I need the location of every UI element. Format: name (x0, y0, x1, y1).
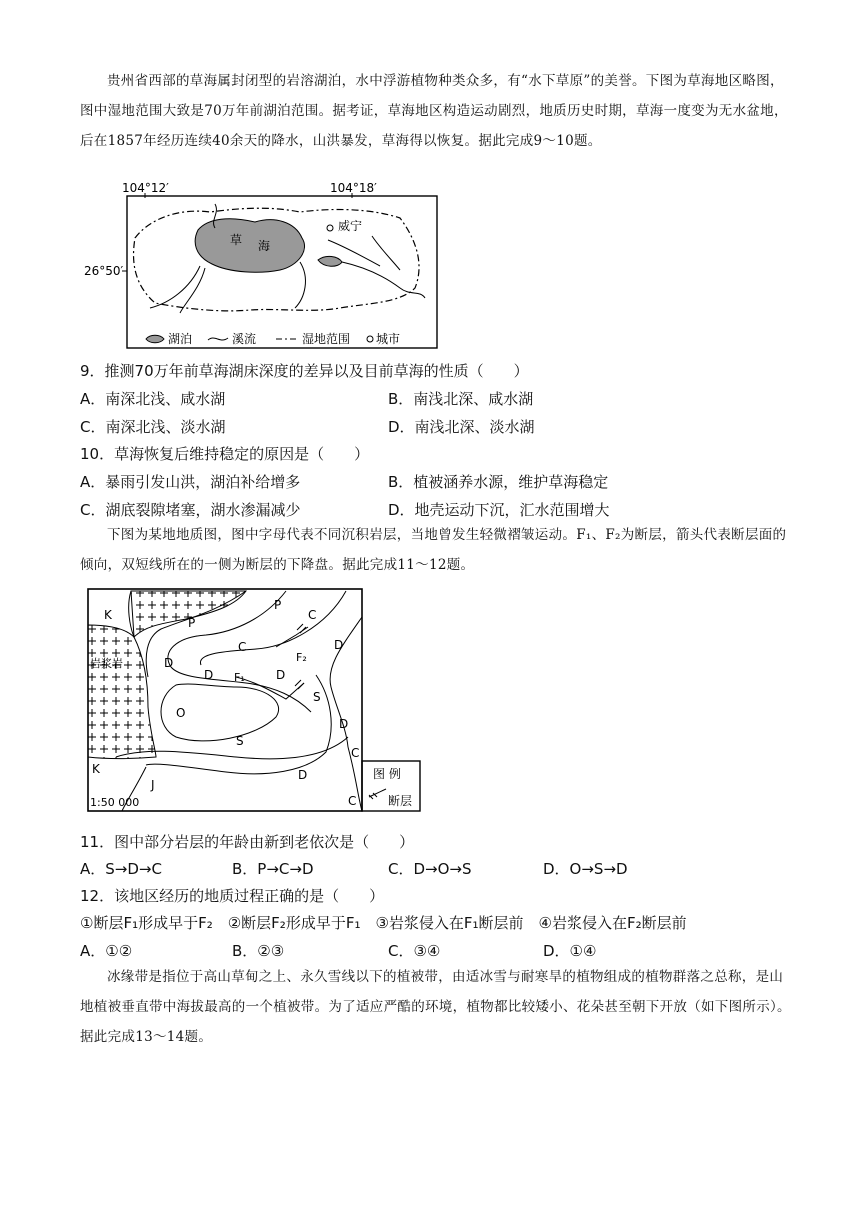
lake-caohai (195, 219, 304, 273)
lake-label-2: 海 (258, 239, 271, 253)
fault-f1-label: F₁ (234, 671, 245, 684)
legend-fault-label: 断层 (388, 794, 413, 808)
caohai-map (80, 178, 450, 353)
layer-label-p2: P (188, 616, 196, 630)
q11-option-c[interactable]: C．D→O→S (388, 860, 472, 878)
layer-label-k2: K (92, 762, 100, 776)
layer-label-c4: C (348, 794, 357, 808)
layer-label-d6: D (298, 768, 308, 782)
q10-stem: 10．草海恢复后维持稳定的原因是（ ） (80, 445, 370, 463)
q12-option-b[interactable]: B．②③ (232, 942, 285, 960)
lat-label: 26°50′ (84, 264, 124, 278)
q10-option-b[interactable]: B．植被涵养水源，维护草海稳定 (388, 473, 609, 491)
q9-option-b[interactable]: B．南浅北深、咸水湖 (388, 390, 534, 408)
q11-option-d[interactable]: D．O→S→D (543, 860, 628, 878)
layer-label-s1: S (313, 690, 321, 704)
layer-label-d2: D (164, 656, 174, 670)
city-weining-marker (327, 225, 333, 231)
legend-city-symbol (367, 336, 373, 342)
magma-label: 岩浆岩 (90, 657, 123, 670)
city-weining-label: 威宁 (338, 219, 363, 233)
intro-paragraph-1: 贵州省西部的草海属封闭型的岩溶湖泊，水中浮游植物种类众多，有“水下草原”的美誉。下图为草海地区略图，图中湿地范围大致是70万年前湖泊范围。据考证，草海地区构造运动剧烈，地质历史时期，草海一度变为无水盆地，后在1857年经历连续40余天的降水，山洪暴发，草海得以恢复。据此完成9～10题。 (80, 73, 788, 149)
q11-stem: 11．图中部分岩层的年龄由新到老依次是（ ） (80, 833, 415, 851)
layer-label-c3: C (351, 746, 360, 760)
lon-right-label: 104°18′ (330, 181, 377, 195)
fault-f2-label: F₂ (296, 651, 307, 664)
layer-label-d5: D (339, 717, 349, 731)
q12-option-d[interactable]: D．①④ (543, 942, 597, 960)
layer-label-c1: C (308, 608, 317, 622)
legend-wetland: 湿地范围 (302, 332, 351, 346)
lake-small (318, 256, 342, 266)
q9-option-a[interactable]: A．南深北浅、咸水湖 (80, 390, 226, 408)
legend-title: 图 例 (373, 767, 401, 781)
layer-label-c2: C (238, 640, 247, 654)
layer-label-d4: D (204, 668, 214, 682)
layer-label-s2: S (236, 734, 244, 748)
legend-lake-symbol (146, 335, 164, 343)
q10-option-c[interactable]: C．湖底裂隙堵塞，湖水渗漏减少 (80, 501, 301, 519)
legend-fault-symbol (369, 789, 386, 799)
q10-option-d[interactable]: D．地壳运动下沉，汇水范围增大 (388, 501, 610, 519)
intro-paragraph-3: 冰缘带是指位于高山草甸之上、永久雪线以下的植被带，由适冰雪与耐寒旱的植物组成的植物群落之总称，是山地植被垂直带中海拔最高的一个植被带。为了适应严酷的环境，植物都比较矮小、花朵甚至朝下开放（如下图所示）。据此完成13～14题。 (80, 969, 791, 1045)
q12-option-c[interactable]: C．③④ (388, 942, 441, 960)
layer-label-o: O (176, 706, 186, 720)
layer-label-j: J (151, 778, 155, 792)
q12-option-a[interactable]: A．①② (80, 942, 133, 960)
q11-option-a[interactable]: A．S→D→C (80, 860, 162, 878)
q9-option-c[interactable]: C．南深北浅、淡水湖 (80, 418, 226, 436)
legend-stream: 溪流 (232, 332, 257, 346)
lake-label-1: 草 (230, 233, 243, 247)
lon-left-label: 104°12′ (122, 181, 169, 195)
q12-statements: ①断层F₁形成早于F₂ ②断层F₂形成早于F₁ ③岩浆侵入在F₁断层前 ④岩浆侵入在F₂断层前 (80, 914, 687, 932)
layer-label-p1: P (274, 598, 282, 612)
legend-stream-symbol (208, 338, 228, 340)
intro-paragraph-2: 下图为某地地质图，图中字母代表不同沉积岩层，当地曾发生轻微褶皱运动。F₁、F₂为断层，箭头代表断层面的倾向，双短线所在的一侧为断层的下降盘。据此完成11～12题。 (80, 527, 787, 573)
legend-city: 城市 (376, 332, 401, 346)
q9-stem: 9．推测70万年前草海湖床深度的差异以及目前草海的性质（ ） (80, 362, 529, 380)
geology-map (86, 587, 426, 813)
layer-label-d1: D (334, 638, 344, 652)
legend-lake: 湖泊 (168, 332, 193, 346)
q9-option-d[interactable]: D．南浅北深、淡水湖 (388, 418, 535, 436)
q11-option-b[interactable]: B．P→C→D (232, 860, 314, 878)
scale-label: 1:50 000 (90, 796, 140, 809)
q12-stem: 12．该地区经历的地质过程正确的是（ ） (80, 887, 385, 905)
layer-label-d3: D (276, 668, 286, 682)
q10-option-a[interactable]: A．暴雨引发山洪，湖泊补给增多 (80, 473, 301, 491)
layer-label-k1: K (104, 608, 112, 622)
